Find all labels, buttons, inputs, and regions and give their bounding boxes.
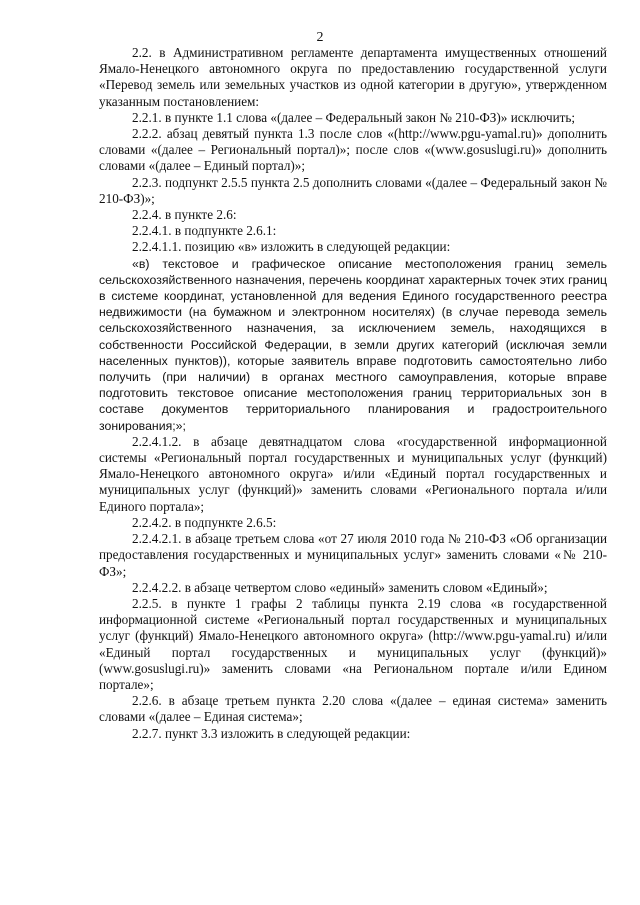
paragraph-2-2-2: 2.2.2. абзац девятый пункта 1.3 после слов «(http://www.pgu-yamal.ru)» дополнить словами «(далее – Региональный портал)»; после слов «(www.gosuslugi.ru)» дополнить словами «(далее – Единый портал)»;: [99, 126, 607, 174]
paragraph-2-2-6: 2.2.6. в абзаце третьем пункта 2.20 слова «(далее – единая система» заменить словами «(далее – Единая система»;: [99, 693, 607, 725]
paragraph-2-2-1: 2.2.1. в пункте 1.1 слова «(далее – Федеральный закон № 210-ФЗ)» исключить;: [132, 109, 576, 125]
paragraph-2-2-3: 2.2.3. подпункт 2.5.5 пункта 2.5 дополнить словами «(далее – Федеральный закон № 210-ФЗ)»;: [99, 174, 607, 206]
paragraph-2-2-4-2: 2.2.4.2. в подпункте 2.6.5:: [132, 514, 277, 530]
paragraph-2-2-4-1-2: 2.2.4.1.2. в абзаце девятнадцатом слова «государственной информационной системы «Региональный портал государственных и муниципальных услуг (функций) Ямало-Ненецкого автономного округа» и/или «Единый портал государственных и муниципальных услуг (функций)» заменить словами «Регионального портала и/или Единого портала»;: [99, 433, 607, 514]
document-body: [99, 45, 607, 742]
paragraph-2-2-7: 2.2.7. пункт 3.3 изложить в следующей редакции:: [132, 725, 411, 741]
paragraph-2-2-5: 2.2.5. в пункте 1 графы 2 таблицы пункта 2.19 слова «в государственной информационной системе «Региональный портал государственных и муниципальных услуг (функций) Ямало-Ненецкого автономного округа» (http://www.pgu-yamal.ru) и/или «Единый портал государственных и муниципальных услуг (функций)» (www.gosuslugi.ru)» заменить словами «на Региональном портале и/или Едином портале»;: [99, 595, 607, 692]
paragraph-quote-v: «в) текстовое и графическое описание местоположения границ земель сельскохозяйственного назначения, перечень координат характерных точек этих границ в системе координат, установленной для ведения Единого государственного реестра недвижимости (на бумажном и электронном носителях) (в случае перевода земель сельскохозяйственного назначения, за исключением земель, находящихся в собственности Российской Федерации, в земли других категорий (исключая земли населенных пунктов)), которые заявитель вправе подготовить самостоятельно либо получить (при наличии) в органах местного самоуправления, которые вправе подготовить текстовое описание местоположения границ территориальных зон в составе документов территориального планирования и градостроительного зонирования;»;: [99, 256, 607, 433]
paragraph-2-2-4-2-2: 2.2.4.2.2. в абзаце четвертом слово «единый» заменить словом «Единый»;: [132, 579, 548, 595]
paragraph-2-2-4-1: 2.2.4.1. в подпункте 2.6.1:: [132, 223, 277, 239]
paragraph-2-2-4-2-1: 2.2.4.2.1. в абзаце третьем слова «от 27 июля 2010 года № 210-ФЗ «Об организации предоставления государственных и муниципальных услуг» заменить словами «№ 210-ФЗ»;: [99, 531, 607, 579]
page-number: 2: [316, 30, 324, 45]
paragraph-2-2: 2.2. в Административном регламенте департамента имущественных отношений Ямало-Ненецкого автономного округа по предоставлению государственной услуги «Перевод земель или земельных участков из одной категории в другую», утвержденном указанным постановлением:: [99, 45, 607, 109]
paragraph-2-2-4: 2.2.4. в пункте 2.6:: [132, 207, 237, 223]
paragraph-2-2-4-1-1: 2.2.4.1.1. позицию «в» изложить в следующей редакции:: [132, 239, 451, 255]
